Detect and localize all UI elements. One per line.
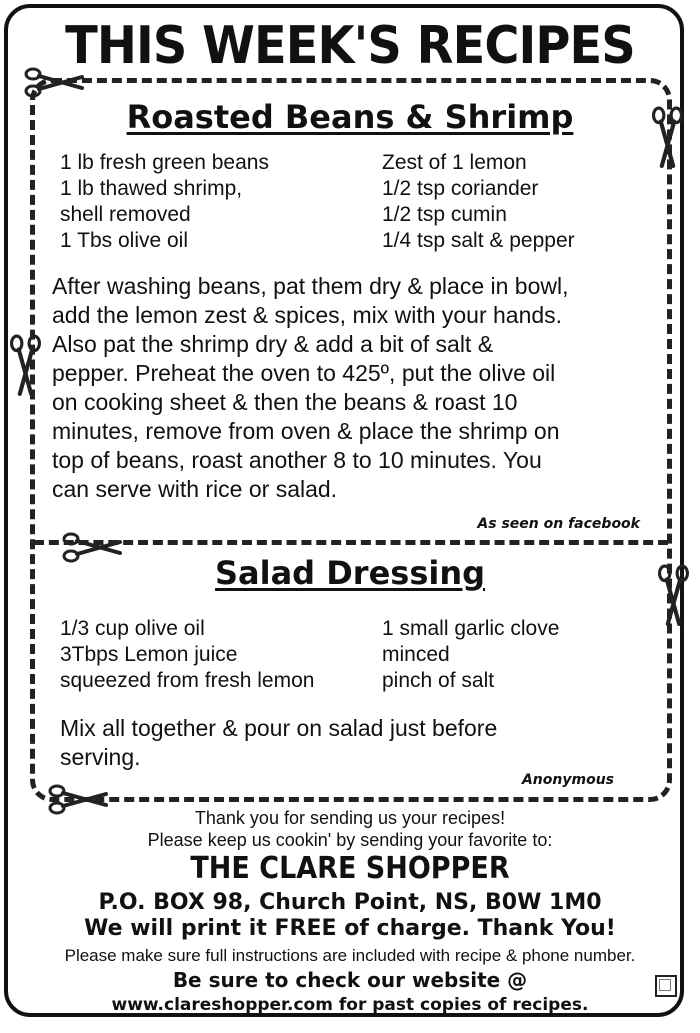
instruction-line: can serve with rice or salad.	[52, 476, 338, 502]
ingredients-left	[60, 150, 269, 254]
ingredient: shell removed	[60, 203, 191, 226]
instruction-line: top of beans, roast another 8 to 10 minutes. You	[52, 447, 542, 473]
ingredient: Zest of 1 lemon	[382, 151, 527, 174]
cut-out-divider	[34, 540, 668, 545]
recipe-credit: As seen on facebook	[477, 516, 640, 532]
recipe-instructions	[52, 272, 569, 504]
instruction-line: minutes, remove from oven & place the shrimp on	[52, 418, 560, 444]
instruction-line: pepper. Preheat the oven to 425º, put the olive oil	[52, 360, 556, 386]
ingredient: 1 lb fresh green beans	[60, 151, 269, 174]
scissors-icon	[24, 66, 84, 100]
mailing-address: P.O. BOX 98, Church Point, NS, B0W 1M0	[98, 890, 602, 915]
website-prompt: Be sure to check our website @	[172, 968, 528, 992]
ingredient: 3Tbps Lemon juice	[60, 643, 238, 666]
recipe-title-text: Salad Dressing	[214, 554, 486, 592]
ingredients-right	[382, 150, 575, 254]
website-link[interactable]: www.clareshopper.com for past copies of recipes.	[111, 995, 589, 1015]
ingredient: 1/2 tsp coriander	[382, 177, 539, 200]
footer-keep: Please keep us cookin' by sending your favorite to:	[147, 830, 553, 850]
recipe-instructions	[60, 714, 497, 772]
instruction-line: After washing beans, pat them dry & place in bowl,	[52, 273, 569, 299]
publication-name: THE CLARE SHOPPER	[190, 851, 510, 886]
recipe-title	[0, 554, 700, 592]
scissors-icon	[8, 334, 44, 396]
instruction-line: Also pat the shrimp dry & add a bit of salt &	[52, 331, 494, 357]
ingredient: minced	[382, 643, 450, 666]
ingredient: 1 small garlic clove	[382, 617, 560, 640]
ingredient: pinch of salt	[382, 669, 495, 692]
ingredients-left	[60, 616, 314, 694]
ingredient: 1 lb thawed shrimp,	[60, 177, 243, 200]
instruction-line: add the lemon zest & spices, mix with your hands.	[52, 302, 563, 328]
checkbox-icon	[655, 975, 677, 997]
ingredient: squeezed from fresh lemon	[60, 669, 315, 692]
page-title: THIS WEEK'S RECIPES	[65, 16, 635, 76]
instruction-line: on cooking sheet & then the beans & roast 10	[52, 389, 518, 415]
footer-thanks: Thank you for sending us your recipes!	[194, 808, 506, 828]
ingredient: 1 Tbs olive oil	[60, 229, 189, 252]
ingredient: 1/2 tsp cumin	[382, 203, 507, 226]
instruction-line: serving.	[60, 744, 141, 770]
recipe-title-text: Roasted Beans & Shrimp	[126, 98, 574, 136]
ingredient: 1/3 cup olive oil	[60, 617, 205, 640]
recipe-title	[0, 98, 700, 136]
ingredient: 1/4 tsp salt & pepper	[382, 229, 575, 252]
instructions-note: Please make sure full instructions are included with recipe & phone number.	[64, 946, 636, 965]
free-note: We will print it FREE of charge. Thank You!	[84, 916, 616, 941]
instruction-line: Mix all together & pour on salad just before	[60, 715, 498, 741]
ingredients-right	[382, 616, 559, 694]
recipe-credit: Anonymous	[521, 772, 614, 788]
